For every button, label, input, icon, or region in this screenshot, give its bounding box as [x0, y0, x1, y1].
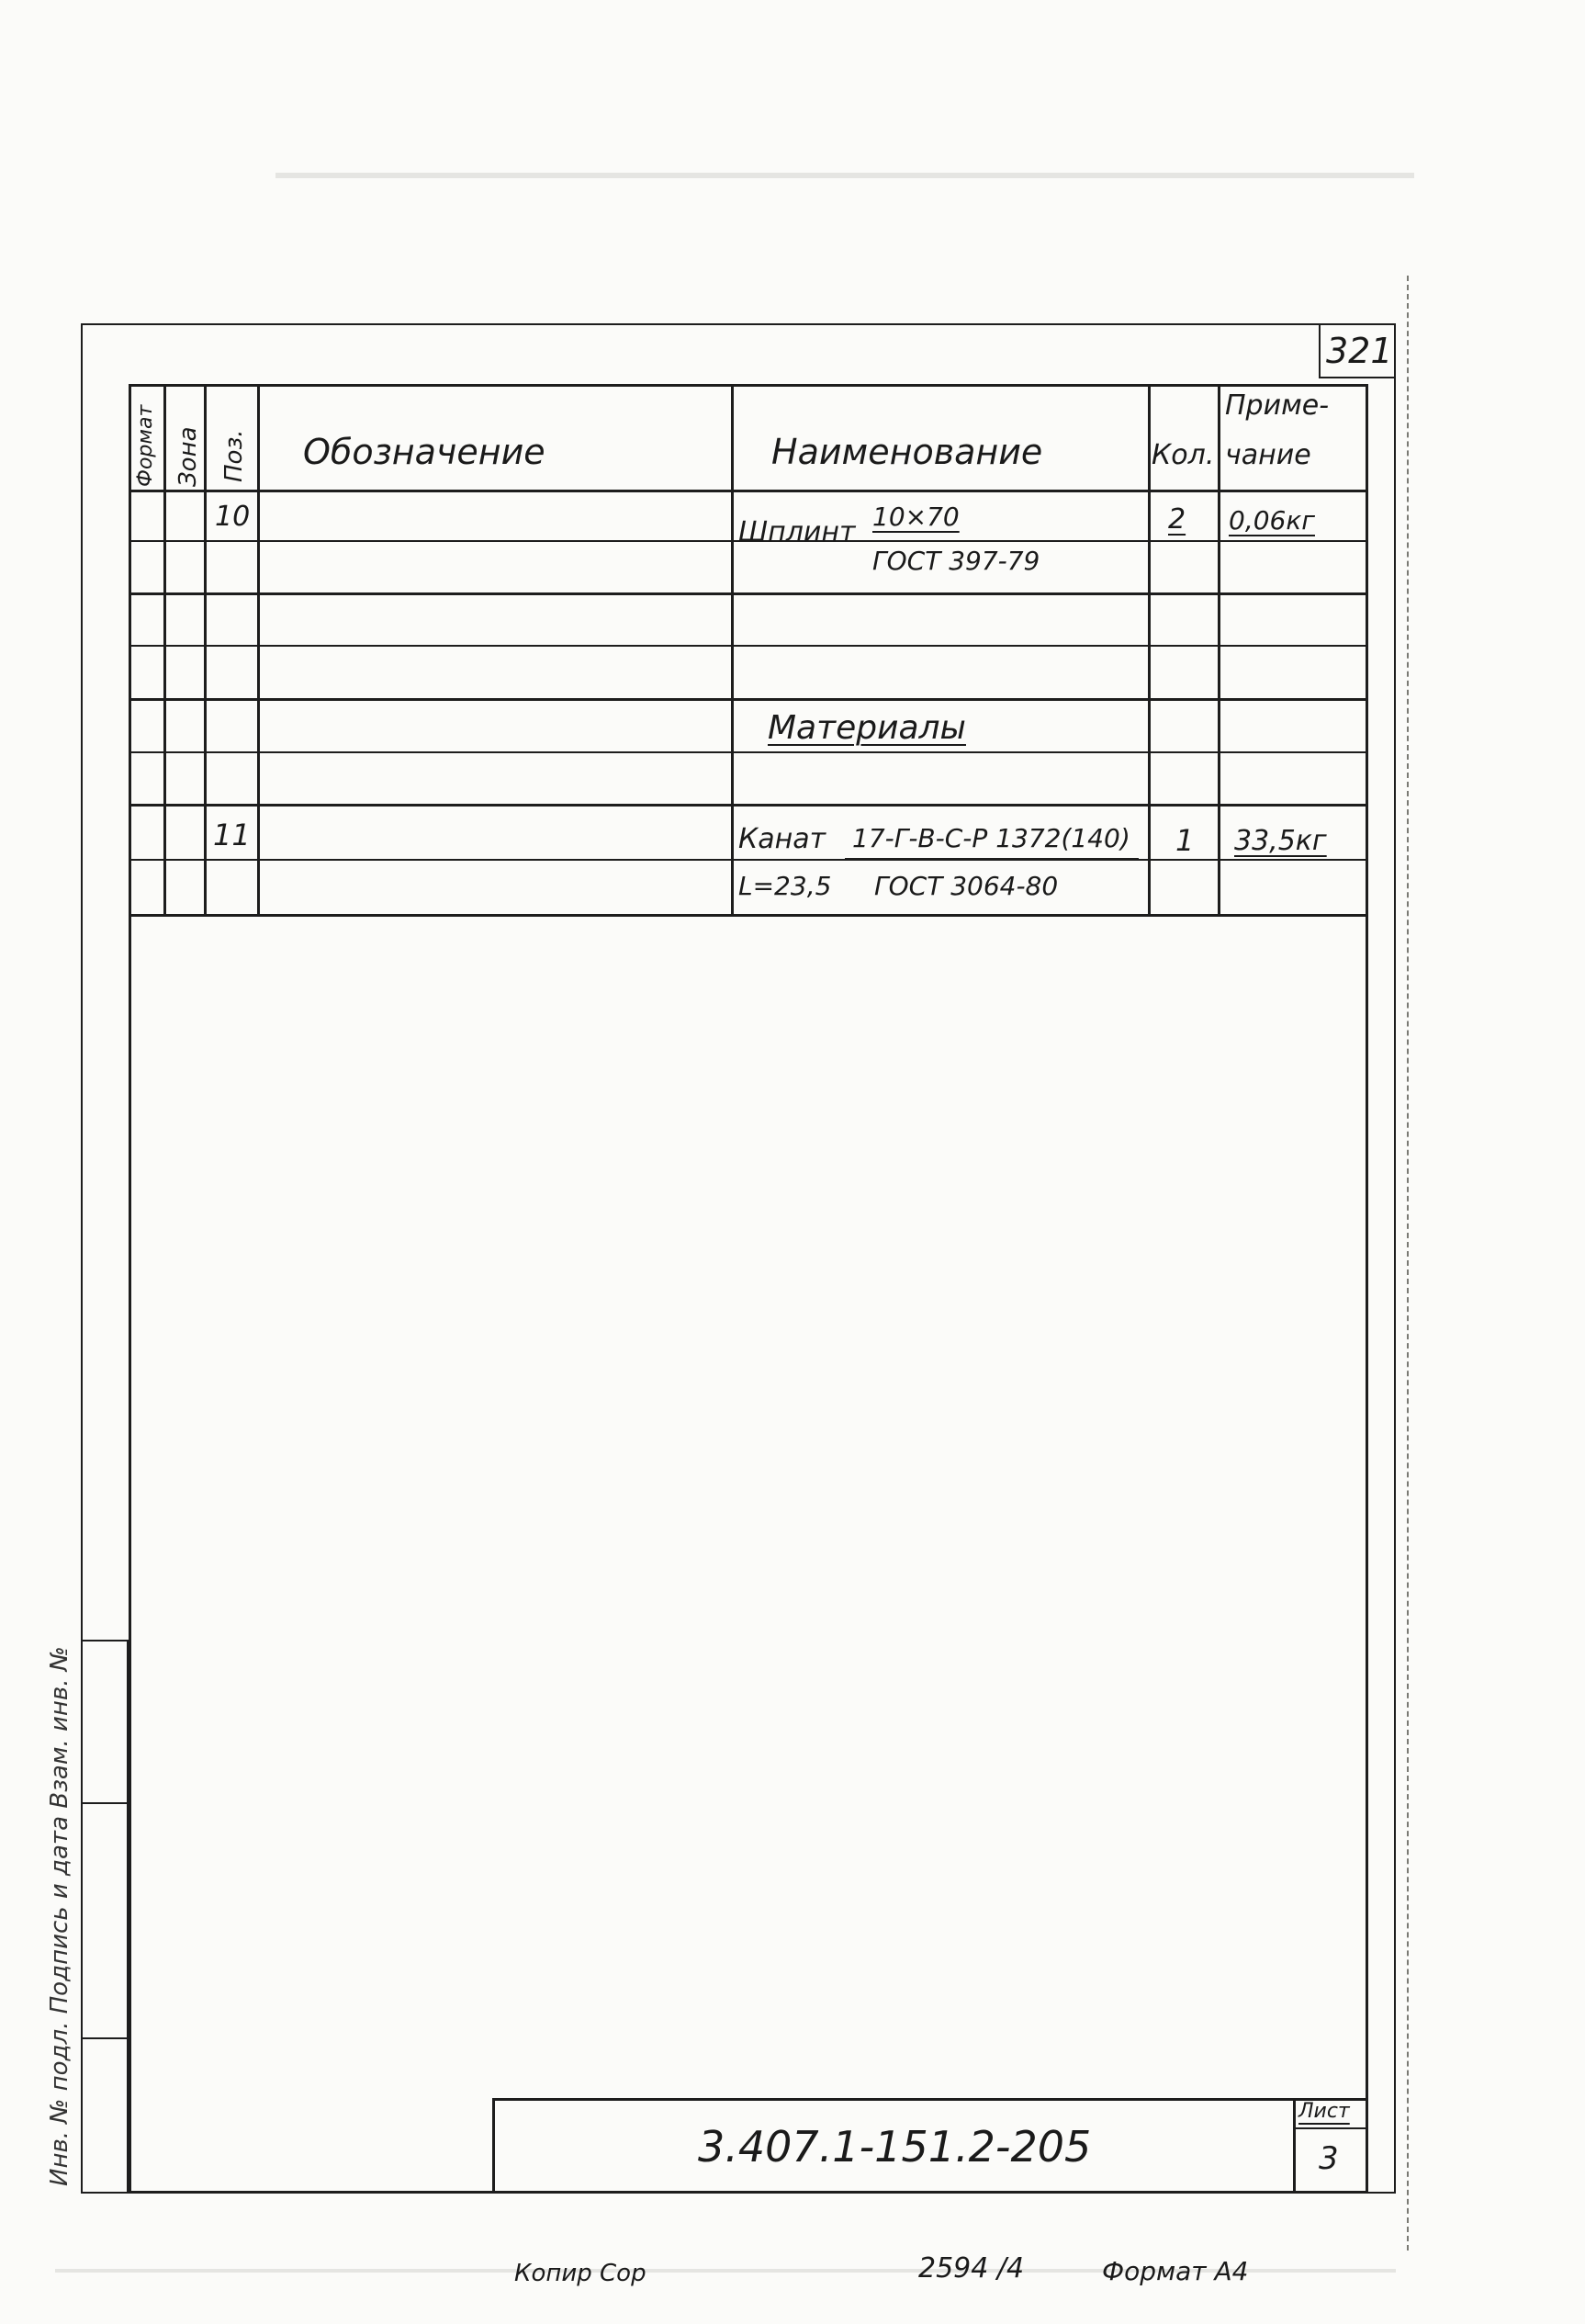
- footer-order: 2594 /4: [918, 2252, 1025, 2285]
- header-zone: Зона: [174, 426, 202, 487]
- row1-qty: 2: [1168, 503, 1186, 536]
- scan-noise: [275, 173, 1414, 178]
- footer-format: Формат А4: [1102, 2256, 1249, 2286]
- header-format: Формат: [134, 404, 157, 487]
- row2-name-line2-right: ГОСТ 3064-80: [874, 871, 1059, 901]
- side-stamp-line: [81, 1802, 129, 1804]
- row2-pos: 11: [213, 818, 251, 852]
- row2-underline: [845, 858, 1139, 860]
- title-block-divider: [1293, 2098, 1296, 2194]
- row-line: [129, 592, 1368, 595]
- row1-name-prefix: Шплинт: [738, 516, 856, 548]
- table-bottom-line: [129, 914, 1368, 917]
- section-materials: Материалы: [768, 709, 966, 747]
- document-code: 3.407.1-151.2-205: [698, 2122, 1092, 2172]
- footer-copied: Копир Сор: [514, 2260, 646, 2287]
- header-qty: Кол.: [1152, 439, 1215, 471]
- header-designation: Обозначение: [303, 432, 545, 472]
- sheet-number: 3: [1319, 2140, 1339, 2177]
- header-note-line2: чание: [1225, 439, 1311, 471]
- row2-name-line2-left: L=23,5: [738, 871, 832, 901]
- row-line: [129, 698, 1368, 701]
- row2-name-top: 17-Г-В-С-Р 1372(140): [852, 823, 1130, 853]
- header-pos: Поз.: [220, 429, 248, 482]
- row1-pos: 10: [215, 501, 251, 533]
- col-line-format: [163, 384, 166, 917]
- row2-note: 33,5кг: [1234, 825, 1327, 857]
- row1-name-bottom: ГОСТ 397-79: [872, 546, 1040, 576]
- row-line: [129, 859, 1368, 861]
- side-stamp-line: [81, 1640, 129, 1641]
- row2-qty: 1: [1175, 823, 1195, 858]
- header-note-line1: Приме-: [1225, 389, 1330, 422]
- col-line-designation: [731, 384, 734, 917]
- row-line: [129, 804, 1368, 807]
- row1-note: 0,06кг: [1229, 505, 1315, 536]
- page-edge: [1407, 276, 1409, 2251]
- side-stamp-box: [81, 1640, 129, 2194]
- col-line-zone: [204, 384, 207, 917]
- drawing-frame: [129, 384, 1368, 2194]
- col-line-name: [1148, 384, 1151, 917]
- col-line-qty: [1218, 384, 1220, 917]
- header-bottom-line: [129, 490, 1368, 492]
- sheet-label: Лист: [1298, 2100, 1350, 2123]
- header-name: Наименование: [771, 432, 1043, 472]
- row-line: [129, 751, 1368, 753]
- row1-fraction-line: [854, 540, 1130, 542]
- row1-name-top: 10×70: [872, 502, 960, 532]
- row2-name-prefix: Канат: [738, 823, 826, 855]
- sheet-top-number: 321: [1326, 331, 1393, 371]
- col-line-pos: [257, 384, 260, 917]
- row-line: [129, 645, 1368, 647]
- side-stamp-text: Инв. № подл. Подпись и дата Взам. инв. №: [46, 1646, 73, 2186]
- title-block-sheet-line: [1293, 2127, 1368, 2129]
- side-stamp-line: [81, 2037, 129, 2039]
